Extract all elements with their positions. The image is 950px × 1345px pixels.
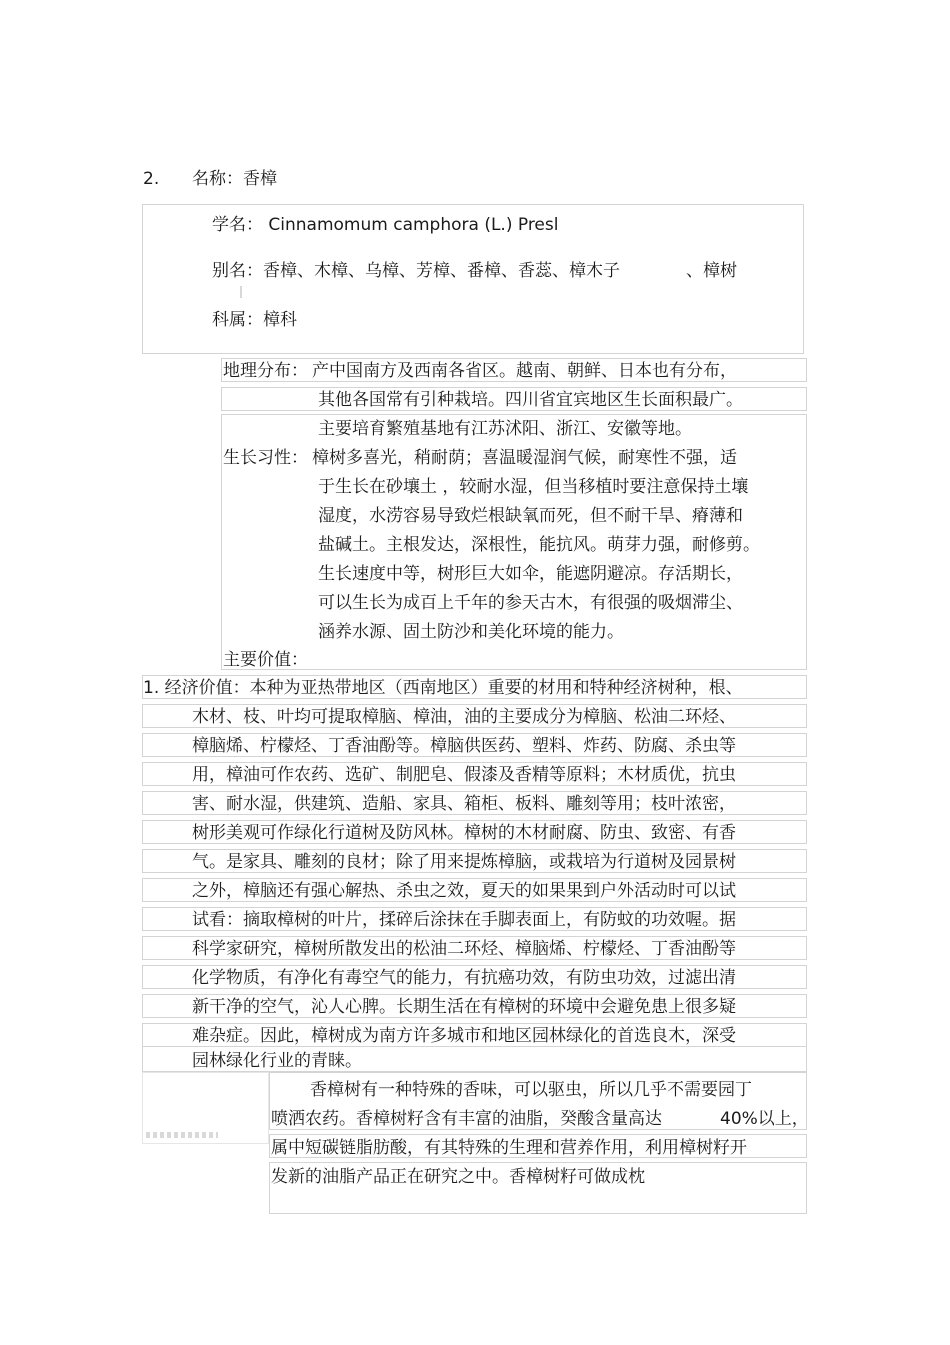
econ-line: 试看：摘取樟树的叶片，揉碎后涂抹在手脚表面上，有防蚊的功效喔。据 — [192, 910, 736, 930]
main-value-label: 主要价值： — [223, 650, 308, 670]
faint-scan-mark — [146, 1132, 218, 1138]
econ-line: 科学家研究，樟树所散发出的松油二环烃、樟脑烯、柠檬烃、丁香油酚等 — [192, 939, 736, 959]
alias-tail: 、樟树 — [686, 261, 737, 281]
section-number: 2. — [143, 169, 160, 189]
habit-line: 湿度，水涝容易导致烂根缺氧而死，但不耐干旱、瘠薄和 — [318, 506, 743, 526]
scientific-name: 学名： Cinnamomum camphora (L.) Presl — [212, 215, 559, 235]
econ-line: 新干净的空气，沁人心脾。长期生活在有樟树的环境中会避免患上很多疑 — [192, 997, 736, 1017]
seed-line: 发新的油脂产品正在研究之中。香樟树籽可做成枕 — [271, 1167, 645, 1187]
econ-line: 害、耐水湿，供建筑、造船、家具、箱柜、板料、雕刻等用；枝叶浓密， — [192, 794, 736, 814]
habit-line: 盐碱土。主根发达，深根性，能抗风。萌芽力强，耐修剪。 — [318, 535, 760, 555]
habit-line: 可以生长为成百上千年的参天古木，有很强的吸烟滞尘、 — [318, 593, 743, 613]
section-title: 名称：香樟 — [192, 169, 277, 189]
seed-percent: 40%以上， — [720, 1109, 809, 1129]
seed-line: 属中短碳链脂肪酸，有其特殊的生理和营养作用，利用樟树籽开 — [271, 1138, 747, 1158]
econ-line: 园林绿化行业的青睐。 — [192, 1051, 362, 1071]
econ-line: 樟脑烯、柠檬烃、丁香油酚等。樟脑供医药、塑料、炸药、防腐、杀虫等 — [192, 736, 736, 756]
econ-line: 木材、枝、叶均可提取樟脑、樟油，油的主要成分为樟脑、松油二环烃、 — [192, 707, 736, 727]
distribution-label: 地理分布： — [223, 361, 308, 381]
alias: 别名：香樟、木樟、乌樟、芳樟、番樟、香蕊、樟木子 — [212, 261, 620, 281]
econ-line: 化学物质，有净化有毒空气的能力，有抗癌功效，有防虫功效，过滤出清 — [192, 968, 736, 988]
distribution-line: 其他各国常有引种栽培。四川省宜宾地区生长面积最广。 — [318, 390, 743, 410]
econ-line: 气。是家具、雕刻的良材；除了用来提炼樟脑，或栽培为行道树及园景树 — [192, 852, 736, 872]
econ-line: 难杂症。因此，樟树成为南方许多城市和地区园林绿化的首选良木，深受 — [192, 1026, 736, 1046]
seed-line: 喷洒农药。香樟树籽含有丰富的油脂，癸酸含量高达 — [271, 1109, 662, 1129]
econ-line: 用，樟油可作农药、选矿、制肥皂、假漆及香精等原料；木材质优，抗虫 — [192, 765, 736, 785]
habit-line: 樟树多喜光，稍耐荫；喜温暖湿润气候，耐寒性不强，适 — [312, 448, 737, 468]
habit-line: 于生长在砂壤土 ，较耐水湿，但当移植时要注意保持土壤 — [318, 477, 749, 497]
econ-line: 树形美观可作绿化行道树及防风林。樟树的木材耐腐、防虫、致密、有香 — [192, 823, 736, 843]
habit-line: 生长速度中等，树形巨大如伞，能遮阴避凉。存活期长， — [318, 564, 743, 584]
family: 科属：樟科 — [212, 310, 297, 330]
distribution-line: 产中国南方及西南各省区。越南、朝鲜、日本也有分布， — [312, 361, 737, 381]
econ-line: 之外，樟脑还有强心解热、杀虫之效，夏天的如果果到户外活动时可以试 — [192, 881, 736, 901]
habit-label: 生长习性： — [223, 448, 308, 468]
econ-first-line: 1. 经济价值：本种为亚热带地区（西南地区）重要的材用和特种经济树种，根、 — [143, 678, 743, 698]
seed-line: 香樟树有一种特殊的香味，可以驱虫，所以几乎不需要园丁 — [310, 1080, 752, 1100]
cursor-mark — [240, 286, 242, 298]
habit-line: 涵养水源、固土防沙和美化环境的能力。 — [318, 622, 624, 642]
distribution-line: 主要培育繁殖基地有江苏沭阳、浙江、安徽等地。 — [318, 419, 692, 439]
